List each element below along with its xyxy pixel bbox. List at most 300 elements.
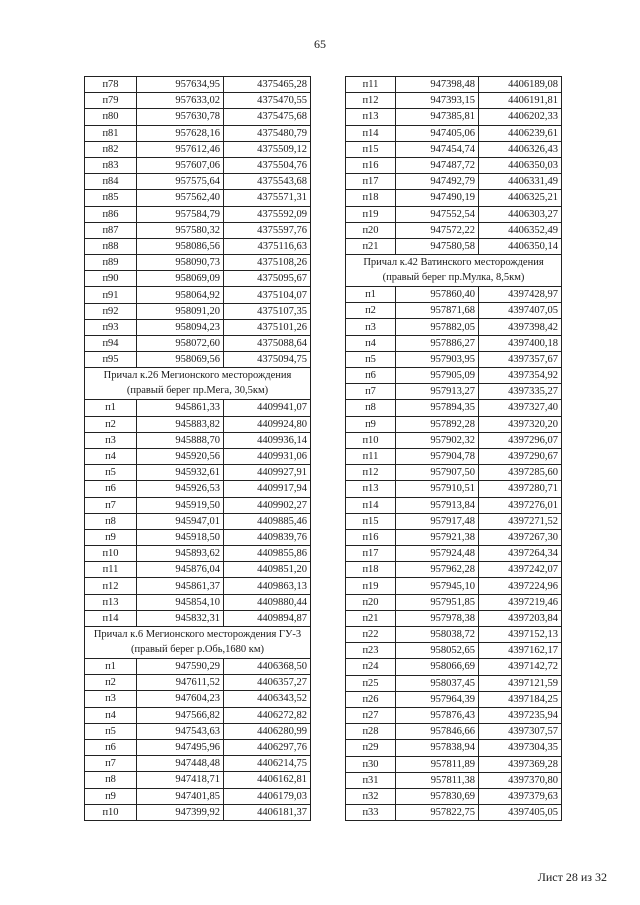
point-id: п2 [85,416,137,432]
point-id: п20 [346,222,396,238]
x-coordinate: 957811,38 [396,772,479,788]
x-coordinate: 957633,02 [137,93,224,109]
section-header-row [85,368,311,400]
point-id: п3 [346,319,396,335]
y-coordinate: 4409931,06 [224,448,311,464]
coordinate-row [346,627,562,643]
x-coordinate: 947572,22 [396,222,479,238]
coordinate-row [346,497,562,513]
point-id: п88 [85,238,137,254]
point-id: п4 [85,707,137,723]
point-id: п94 [85,336,137,352]
coordinate-row [85,594,311,610]
x-coordinate: 957910,51 [396,481,479,497]
y-coordinate: 4409924,80 [224,416,311,432]
coordinate-row [346,190,562,206]
y-coordinate: 4375095,67 [224,271,311,287]
y-coordinate: 4409936,14 [224,432,311,448]
x-coordinate: 947401,85 [137,788,224,804]
y-coordinate: 4397285,60 [479,465,562,481]
y-coordinate: 4375465,28 [224,77,311,93]
y-coordinate: 4397369,28 [479,756,562,772]
coordinate-row [346,432,562,448]
point-id: п25 [346,675,396,691]
coordinate-row [346,529,562,545]
x-coordinate: 947399,92 [137,804,224,820]
x-coordinate: 947566,82 [137,707,224,723]
point-id: п83 [85,157,137,173]
coordinate-row [346,384,562,400]
point-id: п89 [85,255,137,271]
y-coordinate: 4397184,25 [479,691,562,707]
y-coordinate: 4397121,59 [479,675,562,691]
y-coordinate: 4406326,43 [479,141,562,157]
point-id: п93 [85,319,137,335]
point-id: п10 [85,804,137,820]
coordinate-row [346,157,562,173]
x-coordinate: 945918,50 [137,529,224,545]
y-coordinate: 4397320,20 [479,416,562,432]
point-id: п12 [85,578,137,594]
y-coordinate: 4375088,64 [224,336,311,352]
y-coordinate: 4409880,44 [224,594,311,610]
point-id: п7 [85,497,137,513]
coordinate-row [346,659,562,675]
coordinate-row [346,287,562,303]
coordinate-row [85,675,311,691]
x-coordinate: 945926,53 [137,481,224,497]
point-id: п3 [85,691,137,707]
section-title: Причал к.6 Мегионского месторождения ГУ-3 (правый берег р.Обь,1680 км) [85,627,311,659]
coordinate-row [85,513,311,529]
coordinate-row [85,481,311,497]
coordinate-row [85,416,311,432]
point-id: п7 [346,384,396,400]
point-id: п8 [85,772,137,788]
coordinate-row [346,416,562,432]
x-coordinate: 957628,16 [137,125,224,141]
coordinate-row [346,740,562,756]
coordinate-row [346,141,562,157]
y-coordinate: 4406350,14 [479,238,562,254]
coordinate-row [346,691,562,707]
y-coordinate: 4375094,75 [224,352,311,368]
y-coordinate: 4397335,27 [479,384,562,400]
y-coordinate: 4397405,05 [479,805,562,821]
coordinate-row [346,756,562,772]
x-coordinate: 957892,28 [396,416,479,432]
coordinate-row [346,125,562,141]
point-id: п79 [85,93,137,109]
point-id: п21 [346,610,396,626]
x-coordinate: 945888,70 [137,432,224,448]
point-id: п6 [85,739,137,755]
x-coordinate: 947418,71 [137,772,224,788]
y-coordinate: 4375116,63 [224,238,311,254]
coordinate-row [85,432,311,448]
point-id: п13 [346,481,396,497]
x-coordinate: 945920,56 [137,448,224,464]
section-title: Причал к.42 Ватинского месторождения (правый берег пр.Мулка, 8,5км) [346,255,562,287]
coordinate-row [346,465,562,481]
x-coordinate: 957612,46 [137,141,224,157]
x-coordinate: 958069,56 [137,352,224,368]
y-coordinate: 4406280,99 [224,723,311,739]
coordinate-row [85,303,311,319]
x-coordinate: 957917,48 [396,513,479,529]
coordinate-row [85,448,311,464]
x-coordinate: 947611,52 [137,675,224,691]
point-id: п14 [346,125,396,141]
x-coordinate: 957924,48 [396,546,479,562]
x-coordinate: 958094,23 [137,319,224,335]
x-coordinate: 957811,89 [396,756,479,772]
x-coordinate: 957886,27 [396,335,479,351]
x-coordinate: 958037,45 [396,675,479,691]
y-coordinate: 4406368,50 [224,659,311,675]
coordinate-row [85,659,311,675]
point-id: п8 [85,513,137,529]
x-coordinate: 957580,32 [137,222,224,238]
coordinate-row [85,788,311,804]
coordinate-row [346,77,562,93]
coordinate-row [85,238,311,254]
x-coordinate: 945919,50 [137,497,224,513]
point-id: п5 [85,465,137,481]
point-id: п24 [346,659,396,675]
coordinate-row [85,287,311,303]
x-coordinate: 958072,60 [137,336,224,352]
y-coordinate: 4397407,05 [479,303,562,319]
point-id: п6 [346,368,396,384]
y-coordinate: 4397271,52 [479,513,562,529]
coordinate-row [346,643,562,659]
point-id: п16 [346,529,396,545]
y-coordinate: 4406331,49 [479,174,562,190]
x-coordinate: 947495,96 [137,739,224,755]
coordinate-row [85,93,311,109]
y-coordinate: 4375108,26 [224,255,311,271]
point-id: п3 [85,432,137,448]
y-coordinate: 4397280,71 [479,481,562,497]
point-id: п87 [85,222,137,238]
coordinate-row [85,723,311,739]
coordinate-row [85,319,311,335]
x-coordinate: 957882,05 [396,319,479,335]
y-coordinate: 4409839,76 [224,529,311,545]
y-coordinate: 4397304,35 [479,740,562,756]
coordinate-row [346,448,562,464]
coordinate-row [346,238,562,254]
coordinate-row [346,206,562,222]
x-coordinate: 957830,69 [396,788,479,804]
x-coordinate: 957584,79 [137,206,224,222]
y-coordinate: 4406214,75 [224,756,311,772]
point-id: п10 [346,432,396,448]
point-id: п17 [346,174,396,190]
point-id: п11 [346,448,396,464]
coordinate-row [85,562,311,578]
x-coordinate: 957907,50 [396,465,479,481]
x-coordinate: 958066,69 [396,659,479,675]
point-id: п6 [85,481,137,497]
coordinate-row [346,562,562,578]
right-coordinates-column [345,76,561,821]
coordinate-row [85,610,311,626]
coordinate-row [346,400,562,416]
point-id: п19 [346,578,396,594]
point-id: п82 [85,141,137,157]
y-coordinate: 4409917,94 [224,481,311,497]
point-id: п84 [85,174,137,190]
x-coordinate: 957634,95 [137,77,224,93]
y-coordinate: 4375571,31 [224,190,311,206]
x-coordinate: 945947,01 [137,513,224,529]
y-coordinate: 4397354,92 [479,368,562,384]
x-coordinate: 958090,73 [137,255,224,271]
x-coordinate: 947405,06 [396,125,479,141]
x-coordinate: 957964,39 [396,691,479,707]
sheet-counter: Лист 28 из 32 [537,870,607,884]
y-coordinate: 4406357,27 [224,675,311,691]
coordinate-row [85,739,311,755]
y-coordinate: 4409855,86 [224,546,311,562]
point-id: п21 [346,238,396,254]
point-id: п27 [346,707,396,723]
point-id: п31 [346,772,396,788]
point-id: п11 [85,562,137,578]
x-coordinate: 947552,54 [396,206,479,222]
coordinate-row [346,675,562,691]
coordinate-row [346,610,562,626]
point-id: п80 [85,109,137,125]
x-coordinate: 957860,40 [396,287,479,303]
coordinate-row [85,546,311,562]
y-coordinate: 4397235,94 [479,707,562,723]
x-coordinate: 958038,72 [396,627,479,643]
x-coordinate: 958086,56 [137,238,224,254]
y-coordinate: 4375592,09 [224,206,311,222]
x-coordinate: 957913,84 [396,497,479,513]
x-coordinate: 947487,72 [396,157,479,173]
coordinate-row [85,206,311,222]
y-coordinate: 4397142,72 [479,659,562,675]
coordinate-row [346,368,562,384]
x-coordinate: 957978,38 [396,610,479,626]
coordinate-row [346,93,562,109]
point-id: п1 [346,287,396,303]
coordinate-row [346,546,562,562]
point-id: п16 [346,157,396,173]
y-coordinate: 4397203,84 [479,610,562,626]
y-coordinate: 4375597,76 [224,222,311,238]
y-coordinate: 4397290,67 [479,448,562,464]
coordinate-row [346,805,562,821]
coordinate-row [346,335,562,351]
coordinate-row [85,756,311,772]
x-coordinate: 957838,94 [396,740,479,756]
x-coordinate: 957876,43 [396,707,479,723]
section-header-row [85,627,311,659]
x-coordinate: 947454,74 [396,141,479,157]
point-id: п13 [346,109,396,125]
point-id: п7 [85,756,137,772]
coordinate-row [346,594,562,610]
y-coordinate: 4375509,12 [224,141,311,157]
x-coordinate: 957562,40 [137,190,224,206]
y-coordinate: 4375470,55 [224,93,311,109]
coordinate-row [346,772,562,788]
x-coordinate: 958091,20 [137,303,224,319]
coordinate-row [85,352,311,368]
y-coordinate: 4406352,49 [479,222,562,238]
y-coordinate: 4406181,37 [224,804,311,820]
x-coordinate: 957945,10 [396,578,479,594]
coordinate-row [346,109,562,125]
right-coordinates-table [345,76,562,821]
point-id: п18 [346,190,396,206]
x-coordinate: 957904,78 [396,448,479,464]
y-coordinate: 4406303,27 [479,206,562,222]
x-coordinate: 957630,78 [137,109,224,125]
point-id: п1 [85,400,137,416]
y-coordinate: 4397152,13 [479,627,562,643]
y-coordinate: 4406191,81 [479,93,562,109]
point-id: п17 [346,546,396,562]
x-coordinate: 945861,37 [137,578,224,594]
point-id: п81 [85,125,137,141]
x-coordinate: 947398,48 [396,77,479,93]
coordinate-row [346,351,562,367]
page-number: 65 [314,37,326,51]
y-coordinate: 4397370,80 [479,772,562,788]
coordinate-row [85,141,311,157]
y-coordinate: 4397296,07 [479,432,562,448]
point-id: п78 [85,77,137,93]
x-coordinate: 945893,62 [137,546,224,562]
y-coordinate: 4397224,96 [479,578,562,594]
y-coordinate: 4406343,52 [224,691,311,707]
coordinate-row [346,303,562,319]
point-id: п30 [346,756,396,772]
y-coordinate: 4397242,07 [479,562,562,578]
point-id: п18 [346,562,396,578]
coordinate-row [346,513,562,529]
y-coordinate: 4406325,21 [479,190,562,206]
coordinate-row [346,481,562,497]
point-id: п91 [85,287,137,303]
left-coordinates-table [84,76,311,821]
x-coordinate: 945861,33 [137,400,224,416]
point-id: п2 [85,675,137,691]
x-coordinate: 957903,95 [396,351,479,367]
point-id: п11 [346,77,396,93]
section-title: Причал к.26 Мегионского месторождения (правый берег пр.Мега, 30,5км) [85,368,311,400]
x-coordinate: 957871,68 [396,303,479,319]
x-coordinate: 957902,32 [396,432,479,448]
x-coordinate: 947492,79 [396,174,479,190]
coordinate-row [85,125,311,141]
point-id: п12 [346,93,396,109]
coordinate-row [85,691,311,707]
x-coordinate: 957894,35 [396,400,479,416]
coordinate-row [85,529,311,545]
point-id: п85 [85,190,137,206]
y-coordinate: 4409902,27 [224,497,311,513]
x-coordinate: 947385,81 [396,109,479,125]
point-id: п23 [346,643,396,659]
x-coordinate: 945854,10 [137,594,224,610]
point-id: п12 [346,465,396,481]
left-coordinates-column [84,76,310,821]
y-coordinate: 4375104,07 [224,287,311,303]
y-coordinate: 4397428,97 [479,287,562,303]
y-coordinate: 4375107,35 [224,303,311,319]
coordinate-row [85,271,311,287]
y-coordinate: 4397379,63 [479,788,562,804]
x-coordinate: 957921,38 [396,529,479,545]
coordinate-row [346,788,562,804]
coordinate-row [85,174,311,190]
coordinate-row [85,707,311,723]
point-id: п5 [85,723,137,739]
coordinate-row [85,578,311,594]
coordinate-row [85,157,311,173]
x-coordinate: 947490,19 [396,190,479,206]
y-coordinate: 4375475,68 [224,109,311,125]
coordinate-row [85,255,311,271]
coordinate-row [85,336,311,352]
y-coordinate: 4406350,03 [479,157,562,173]
y-coordinate: 4375504,76 [224,157,311,173]
y-coordinate: 4409894,87 [224,610,311,626]
coordinate-row [85,77,311,93]
y-coordinate: 4397267,30 [479,529,562,545]
point-id: п29 [346,740,396,756]
coordinate-row [85,109,311,125]
y-coordinate: 4406202,33 [479,109,562,125]
y-coordinate: 4397357,67 [479,351,562,367]
point-id: п4 [346,335,396,351]
y-coordinate: 4375101,26 [224,319,311,335]
point-id: п9 [346,416,396,432]
coordinate-row [85,400,311,416]
y-coordinate: 4397400,18 [479,335,562,351]
x-coordinate: 957575,64 [137,174,224,190]
x-coordinate: 947590,29 [137,659,224,675]
point-id: п14 [346,497,396,513]
x-coordinate: 957913,27 [396,384,479,400]
y-coordinate: 4406239,61 [479,125,562,141]
x-coordinate: 957962,28 [396,562,479,578]
x-coordinate: 958064,92 [137,287,224,303]
point-id: п28 [346,724,396,740]
coordinate-row [85,772,311,788]
coordinate-row [85,804,311,820]
x-coordinate: 945876,04 [137,562,224,578]
point-id: п5 [346,351,396,367]
coordinate-row [346,319,562,335]
point-id: п2 [346,303,396,319]
point-id: п86 [85,206,137,222]
point-id: п9 [85,788,137,804]
y-coordinate: 4397219,46 [479,594,562,610]
y-coordinate: 4406297,76 [224,739,311,755]
point-id: п20 [346,594,396,610]
y-coordinate: 4375480,79 [224,125,311,141]
point-id: п22 [346,627,396,643]
x-coordinate: 957905,09 [396,368,479,384]
